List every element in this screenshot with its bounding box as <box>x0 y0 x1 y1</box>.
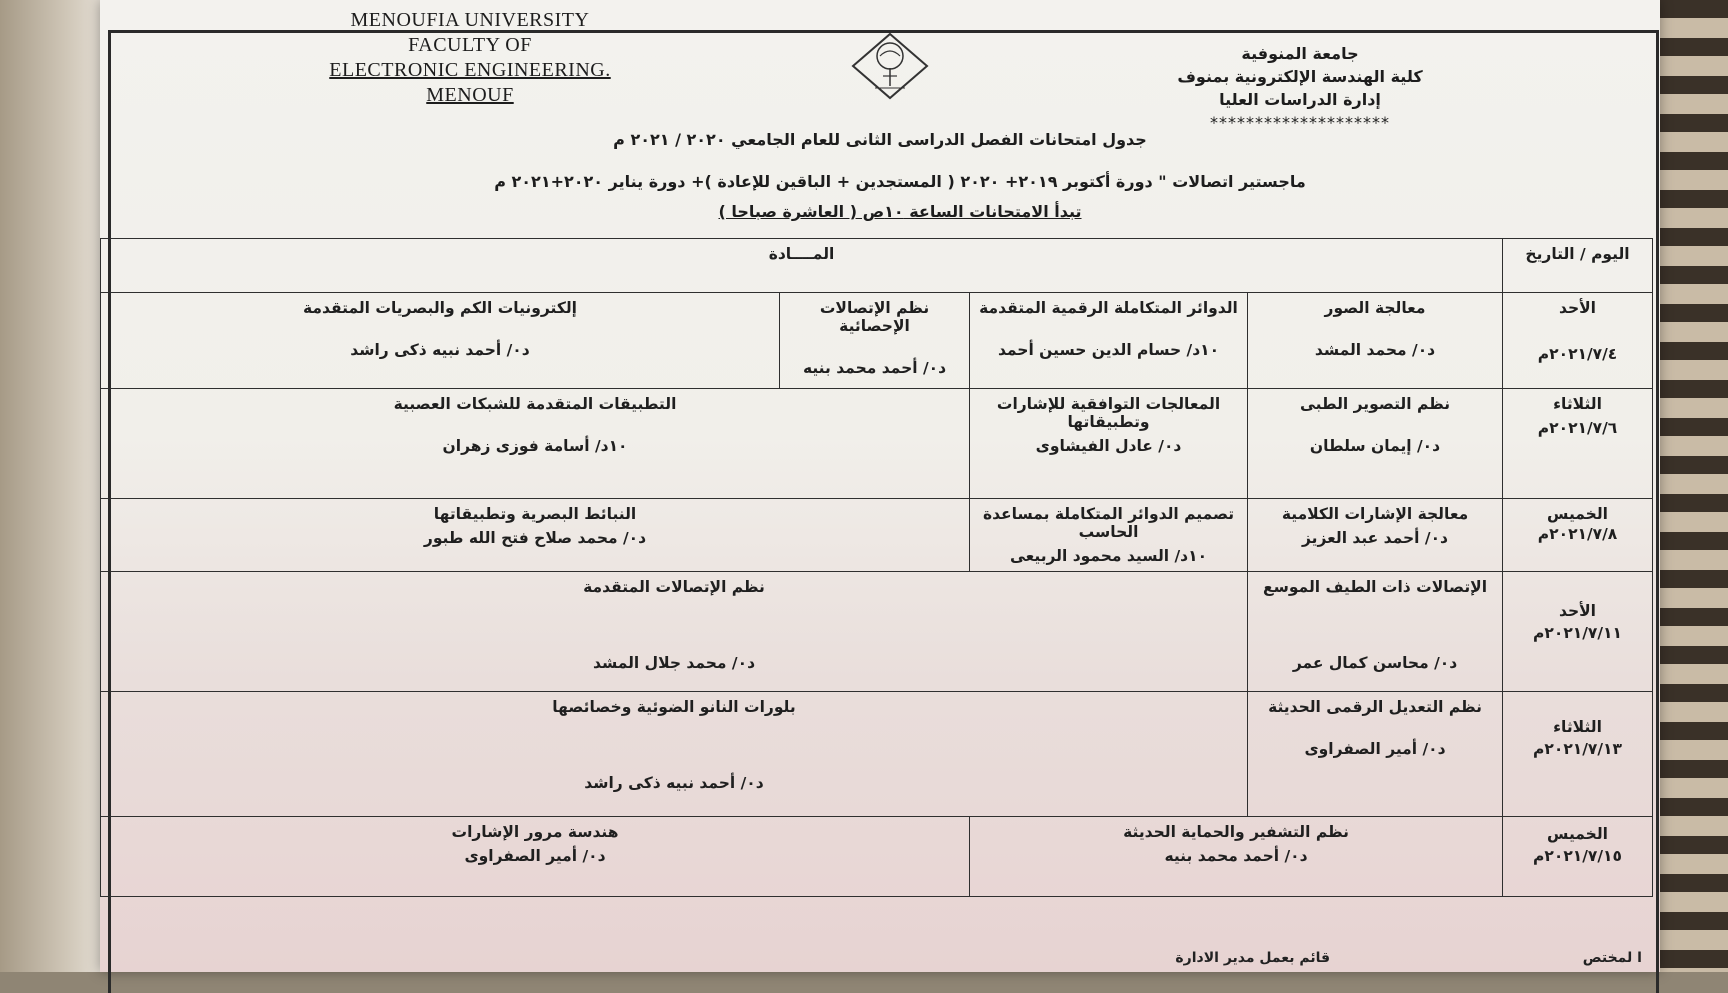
header-ar-stars: ******************** <box>1210 113 1390 132</box>
subject-name: تصميم الدوائر المتكاملة بمساعدة الحاسب <box>982 505 1235 541</box>
professor-name: د٠/ محمد صلاح فتح الله طبور <box>423 529 647 547</box>
day-cell <box>1503 293 1653 389</box>
exam-date: ٢٠٢١/٧/١٣م <box>1533 740 1622 758</box>
subject-cell <box>1248 389 1503 499</box>
subject-name: بلورات النانو الضوئية وخصائصها <box>552 698 796 716</box>
table-row <box>101 692 1653 817</box>
table-row <box>101 817 1653 897</box>
day-cell <box>1503 499 1653 572</box>
header-subject: المــــادة <box>101 239 1503 293</box>
subject-cell <box>101 389 970 499</box>
subject-name: نظم الإتصالات الإحصائية <box>819 299 930 335</box>
header-arabic <box>1140 42 1460 134</box>
header-en-line: MENOUFIA UNIVERSITY <box>350 9 590 31</box>
subject-name: معالجة الصور <box>1324 299 1426 317</box>
day-name: الثلاثاء <box>1553 718 1602 736</box>
header-ar-line: جامعة المنوفية <box>1241 44 1359 63</box>
exam-schedule-table <box>100 238 1653 897</box>
professor-name: د٠/ محاسن كمال عمر <box>1292 654 1458 672</box>
subject-cell <box>101 293 780 389</box>
day-cell <box>1503 817 1653 897</box>
professor-name: د٠/ محمد جلال المشد <box>592 654 756 672</box>
subject-name: الإتصالات ذات الطيف الموسع <box>1263 578 1488 596</box>
header-day-date: اليوم / التاريخ <box>1503 239 1653 293</box>
professor-name: د٠/ أحمد عبد العزيز <box>1302 529 1448 547</box>
exam-date: ٢٠٢١/٧/٦م <box>1537 419 1618 437</box>
exam-date: ٢٠٢١/٧/٤م <box>1537 345 1618 363</box>
header-ar-line: كلية الهندسة الإلكترونية بمنوف <box>1177 67 1423 86</box>
table-row <box>101 389 1653 499</box>
subject-name: الدوائر المتكاملة الرقمية المتقدمة <box>979 299 1238 317</box>
footer-manager: قائم بعمل مدير الادارة <box>1175 950 1330 966</box>
table-row <box>101 293 1653 389</box>
subject-name: هندسة مرور الإشارات <box>451 823 619 841</box>
subject-name: إلكترونيات الكم والبصريات المتقدمة <box>303 299 577 317</box>
professor-name: د٠/ أمير الصفراوى <box>1304 740 1446 758</box>
subject-cell <box>1248 572 1503 692</box>
subject-name: نظم التصوير الطبى <box>1300 395 1451 413</box>
subject-name: المعالجات التوافقية للإشارات وتطبيقاتها <box>996 395 1221 431</box>
professor-name: د٠/ أحمد نبيه ذكى راشد <box>584 774 764 792</box>
table-header-row <box>101 239 1653 293</box>
subject-cell <box>101 817 970 897</box>
subject-cell <box>101 572 1248 692</box>
subject-cell <box>101 499 970 572</box>
header-ar-line: إدارة الدراسات العليا <box>1219 90 1381 109</box>
subject-name: نظم الإتصالات المتقدمة <box>583 578 765 596</box>
exam-date: ٢٠٢١/٧/٨م <box>1537 525 1618 543</box>
day-name: الخميس <box>1547 825 1608 843</box>
subject-cell <box>970 499 1248 572</box>
subject-cell <box>1248 692 1503 817</box>
professor-name: د٠/ عادل الفيشاوى <box>1035 437 1182 455</box>
day-name: الأحد <box>1559 299 1596 317</box>
program-title: ماجستير اتصالات " دورة أكتوبر ٢٠١٩+ ٢٠٢٠ ( المستجدين + الباقين للإعادة )+ دورة يناير ٢٠٢٠+٢٠٢١ م <box>494 172 1306 191</box>
header-en-line: ELECTRONIC ENGINEERING. <box>329 59 611 81</box>
subject-name: معالجة الإشارات الكلامية <box>1281 505 1469 523</box>
subject-cell <box>970 817 1503 897</box>
day-name: الثلاثاء <box>1553 395 1602 413</box>
table-row <box>101 572 1653 692</box>
subject-name: نظم التشفير والحماية الحديثة <box>1123 823 1349 841</box>
header-en-line: MENOUF <box>426 84 514 106</box>
document-page <box>100 0 1660 972</box>
subject-name: النبائط البصرية وتطبيقاتها <box>433 505 637 523</box>
day-cell <box>1503 389 1653 499</box>
exam-time-note: تبدأ الامتحانات الساعة ١٠ص ( العاشرة صباحا ) <box>718 202 1082 221</box>
professor-name: د٠/ أحمد محمد بنيه <box>1164 847 1308 865</box>
professor-name: د٠/ أحمد محمد بنيه <box>802 359 947 377</box>
day-cell <box>1503 572 1653 692</box>
background-left <box>0 0 110 972</box>
professor-name: د٠/ إيمان سلطان <box>1309 437 1441 455</box>
footer-specialist: ا لمختص <box>1582 950 1642 966</box>
header-english <box>250 8 690 108</box>
subject-name: التطبيقات المتقدمة للشبكات العصبية <box>393 395 677 413</box>
day-name: الأحد <box>1559 602 1596 620</box>
subject-cell <box>1248 293 1503 389</box>
professor-name: ١٠د/ أسامة فوزى زهران <box>442 437 628 455</box>
schedule-title: جدول امتحانات الفصل الدراسى الثانى للعام الجامعي ٢٠٢٠ / ٢٠٢١ م <box>613 130 1147 149</box>
day-cell <box>1503 692 1653 817</box>
professor-name: ١٠د/ حسام الدين حسين أحمد <box>997 341 1220 359</box>
subject-cell <box>101 692 1248 817</box>
exam-date: ٢٠٢١/٧/١٥م <box>1533 847 1622 865</box>
professor-name: د٠/ أحمد نبيه ذكى راشد <box>350 341 530 359</box>
subject-cell <box>970 293 1248 389</box>
header-en-line: FACULTY OF <box>408 34 532 56</box>
university-seal-icon <box>845 30 935 102</box>
professor-name: د٠/ محمد المشد <box>1314 341 1436 359</box>
table-row <box>101 499 1653 572</box>
professor-name: ١٠د/ السيد محمود الربيعى <box>1009 547 1208 565</box>
subject-cell <box>970 389 1248 499</box>
exam-date: ٢٠٢١/٧/١١م <box>1533 624 1622 642</box>
subject-name: نظم التعديل الرقمى الحديثة <box>1268 698 1482 716</box>
day-name: الخميس <box>1547 505 1608 523</box>
professor-name: د٠/ أمير الصفراوى <box>464 847 606 865</box>
subject-cell <box>780 293 970 389</box>
subject-cell <box>1248 499 1503 572</box>
